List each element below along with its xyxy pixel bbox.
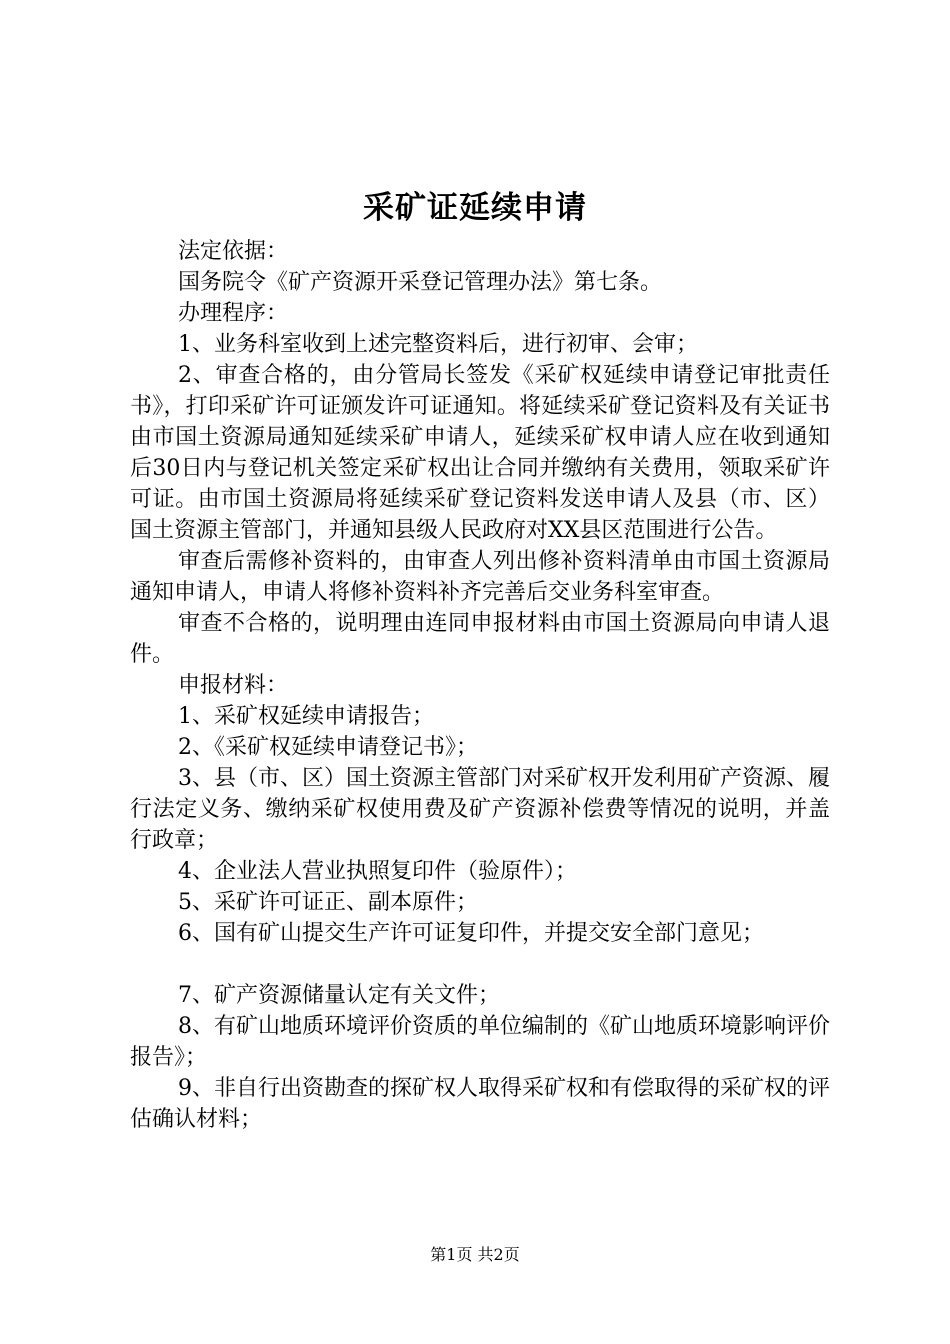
paragraph-revision: 审查后需修补资料的，由审查人列出修补资料清单由市国土资源局通知申请人，申请人将修补资料补齐完善后交业务科室审查。 [130, 549, 830, 605]
document-title: 采矿证延续申请 [363, 190, 587, 226]
page-footer: 第1页 共2页 [430, 1245, 520, 1264]
paragraph-legal-basis-heading: 法定依据： [178, 239, 289, 264]
paragraph-material-9: 9、非自行出资勘查的探矿权人取得采矿权和有偿取得的采矿权的评估确认材料； [130, 1076, 830, 1132]
paragraph-procedure-heading: 办理程序： [178, 301, 289, 326]
paragraph-material-8: 8、有矿山地质环境评价资质的单位编制的《矿山地质环境影响评价报告》； [130, 1014, 830, 1070]
paragraph-procedure-2: 2、审查合格的，由分管局长签发《采矿权延续申请登记审批责任书》，打印采矿许可证颁发许可证通知。将延续采矿登记资料及有关证书由市国土资源局通知延续采矿申请人，延续采矿权申请人应在收到通知后30日内与登记机关签定采矿权出让合同并缴纳有关费用，领取采矿许可证。由市国土资源局将延续采矿登记资料发送申请人及县（市、区）国土资源主管部门，并通知县级人民政府对XX县区范围进行公告。 [130, 363, 830, 543]
paragraph-legal-basis: 国务院令《矿产资源开采登记管理办法》第七条。 [178, 270, 663, 295]
paragraph-material-6: 6、国有矿山提交生产许可证复印件，并提交安全部门意见； [178, 921, 764, 946]
paragraph-rejection: 审查不合格的，说明理由连同申报材料由市国土资源局向申请人退件。 [130, 611, 830, 667]
document-body [130, 236, 830, 1135]
paragraph-material-7: 7、矿产资源储量认定有关文件； [178, 983, 500, 1008]
paragraph-material-4: 4、企业法人营业执照复印件（验原件）； [178, 859, 577, 884]
paragraph-material-1: 1、采矿权延续申请报告； [178, 704, 434, 729]
paragraph-procedure-1: 1、业务科室收到上述完整资料后，进行初审、会审； [178, 332, 698, 357]
paragraph-materials-heading: 申报材料： [178, 673, 289, 698]
blank-line [130, 949, 830, 980]
paragraph-material-2: 2、《采矿权延续申请登记书》； [178, 735, 478, 760]
paragraph-material-3: 3、县（市、区）国土资源主管部门对采矿权开发利用矿产资源、履行法定义务、缴纳采矿权使用费及矿产资源补偿费等情况的说明，并盖行政章； [130, 766, 830, 853]
paragraph-material-5: 5、采矿许可证正、副本原件； [178, 890, 478, 915]
